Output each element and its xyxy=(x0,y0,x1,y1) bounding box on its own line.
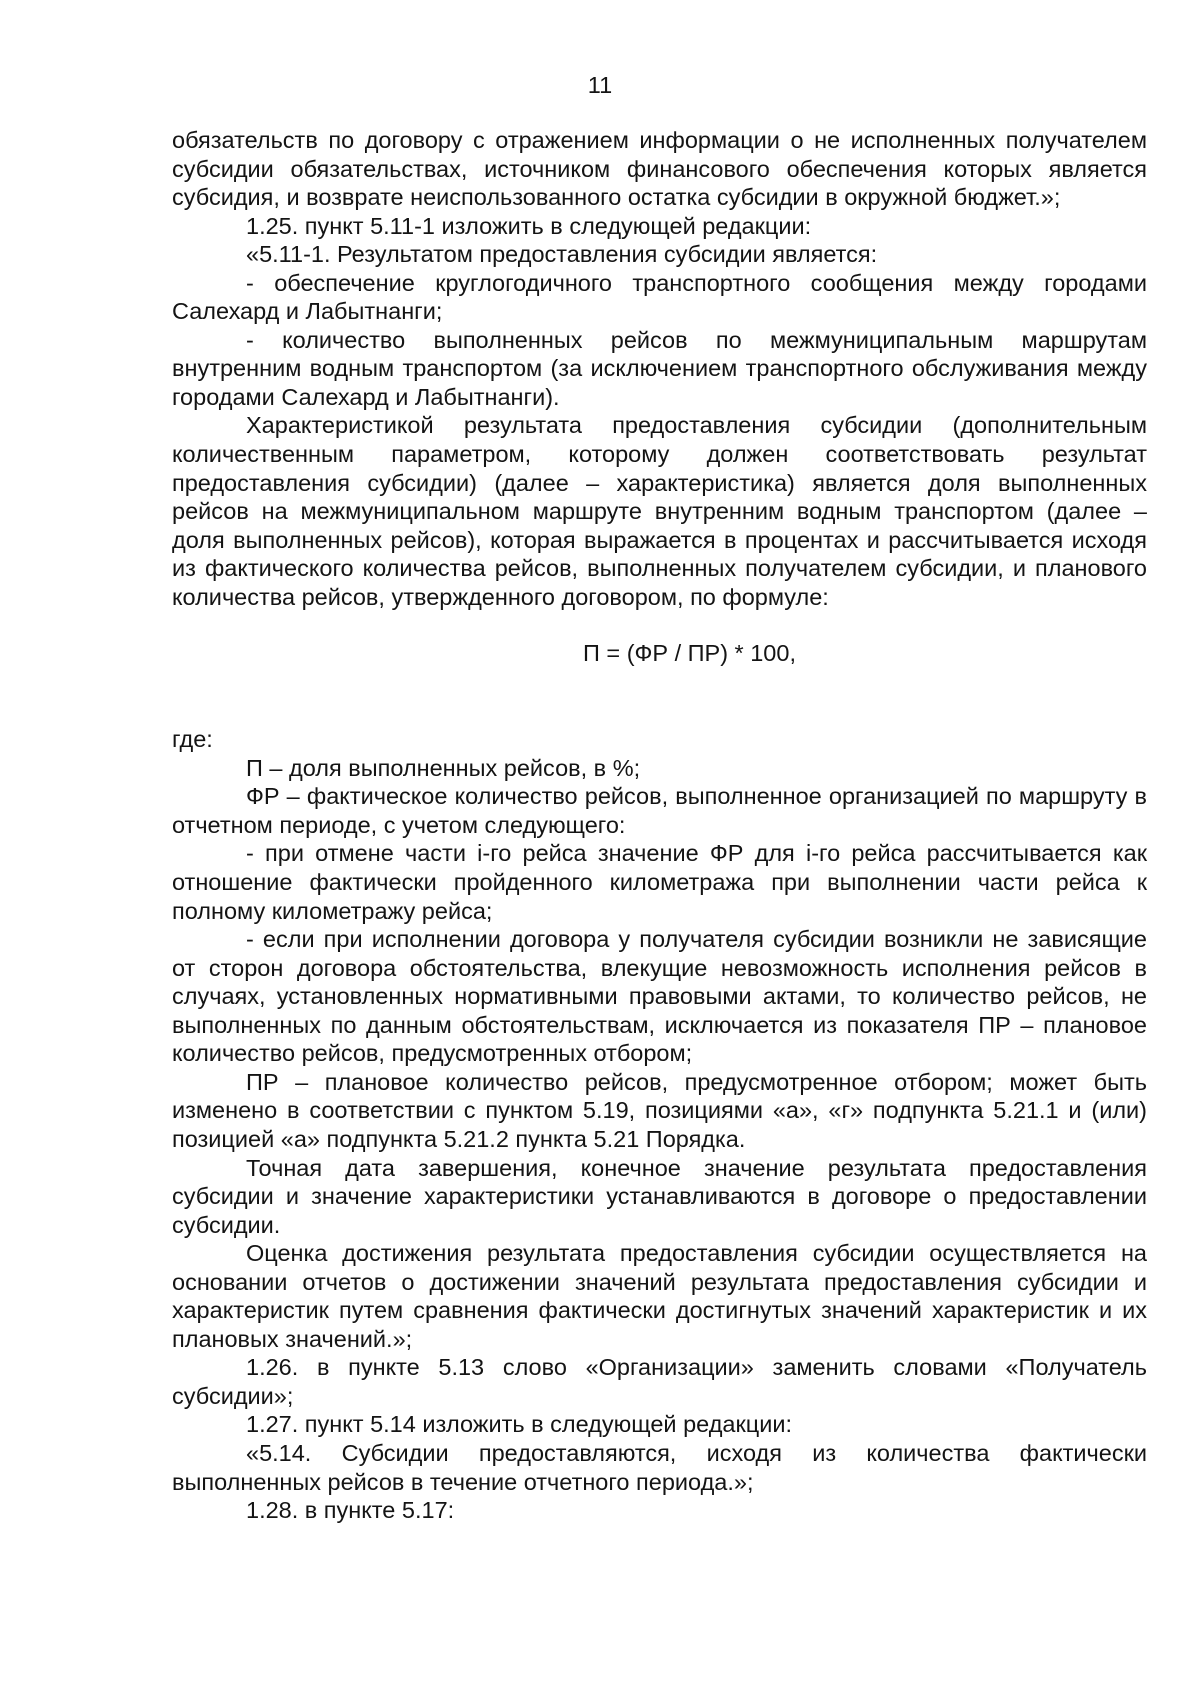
paragraph: Характеристикой результата предоставления субсидии (дополнительным количественным параметром, которому должен соответствовать результат предоставления субсидии) (далее – характеристика) является доля выполненных рейсов на межмуниципальном маршруте внутренним водным транспортом (далее – доля выполненных рейсов), которая выражается в процентах и рассчитывается исходя из фактического количества рейсов, выполненных получателем субсидии, и планового количества рейсов, утвержденного договором, по формуле: xyxy=(172,412,1147,610)
paragraph: 1.28. в пункте 5.17: xyxy=(246,1497,455,1524)
text-block-after-formula xyxy=(172,725,1147,1524)
paragraph: Точная дата завершения, конечное значение результата предоставления субсидии и значение характеристики устанавливаются в договоре о предоставлении субсидии. xyxy=(172,1154,1147,1238)
paragraph: П – доля выполненных рейсов, в %; xyxy=(246,754,641,781)
paragraph: 1.26. в пункте 5.13 слово «Организации» заменить словами «Получатель субсидии»; xyxy=(172,1354,1147,1409)
document-body xyxy=(172,126,1147,1525)
paragraph: Оценка достижения результата предоставления субсидии осуществляется на основании отчетов о достижении значений результата предоставления субсидии и характеристик путем сравнения фактически достигнутых значений характеристик и их плановых значений.»; xyxy=(172,1240,1147,1352)
paragraph: - количество выполненных рейсов по межмуниципальным маршрутам внутренним водным транспортом (за исключением транспортного обслуживания между городами Салехард и Лабытнанги). xyxy=(172,326,1147,410)
paragraph: - обеспечение круглогодичного транспортного сообщения между городами Салехард и Лабытнанги; xyxy=(172,269,1147,325)
paragraph: 1.27. пункт 5.14 изложить в следующей редакции: xyxy=(246,1411,792,1438)
paragraph: 1.25. пункт 5.11-1 изложить в следующей редакции: xyxy=(246,212,812,239)
paragraph: «5.14. Субсидии предоставляются, исходя из количества фактически выполненных рейсов в течение отчетного периода.»; xyxy=(172,1439,1147,1495)
text-block-before-formula xyxy=(172,126,1147,611)
paragraph: - при отмене части i-го рейса значение ФР для i-го рейса рассчитывается как отношение фактически пройденного километража при выполнении части рейса к полному километражу рейса; xyxy=(172,840,1147,924)
paragraph: где: xyxy=(172,726,213,753)
paragraph: ФР – фактическое количество рейсов, выполненное организацией по маршруту в отчетном периоде, с учетом следующего: xyxy=(172,783,1147,838)
page-number: 11 xyxy=(587,72,613,98)
formula: П = (ФР / ПР) * 100, xyxy=(583,640,796,667)
paragraph: обязательств по договору с отражением информации о не исполненных получателем субсидии обязательствах, источником финансового обеспечения которых является субсидия, и возврате неиспользованного остатка субсидии в окружной бюджет.»; xyxy=(172,127,1147,211)
paragraph: «5.11-1. Результатом предоставления субсидии является: xyxy=(246,241,878,268)
paragraph: - если при исполнении договора у получателя субсидии возникли не зависящие от сторон договора обстоятельства, влекущие невозможность исполнения рейсов в случаях, установленных нормативными правовыми актами, то количество рейсов, не выполненных по данным обстоятельствам, исключается из показателя ПР – плановое количество рейсов, предусмотренных отбором; xyxy=(172,926,1147,1067)
formula-block xyxy=(172,611,1147,725)
paragraph: ПР – плановое количество рейсов, предусмотренное отбором; может быть изменено в соответствии с пунктом 5.19, позициями «а», «г» подпункта 5.21.1 и (или) позицией «а» подпункта 5.21.2 пункта 5.21 Порядка. xyxy=(172,1068,1147,1152)
